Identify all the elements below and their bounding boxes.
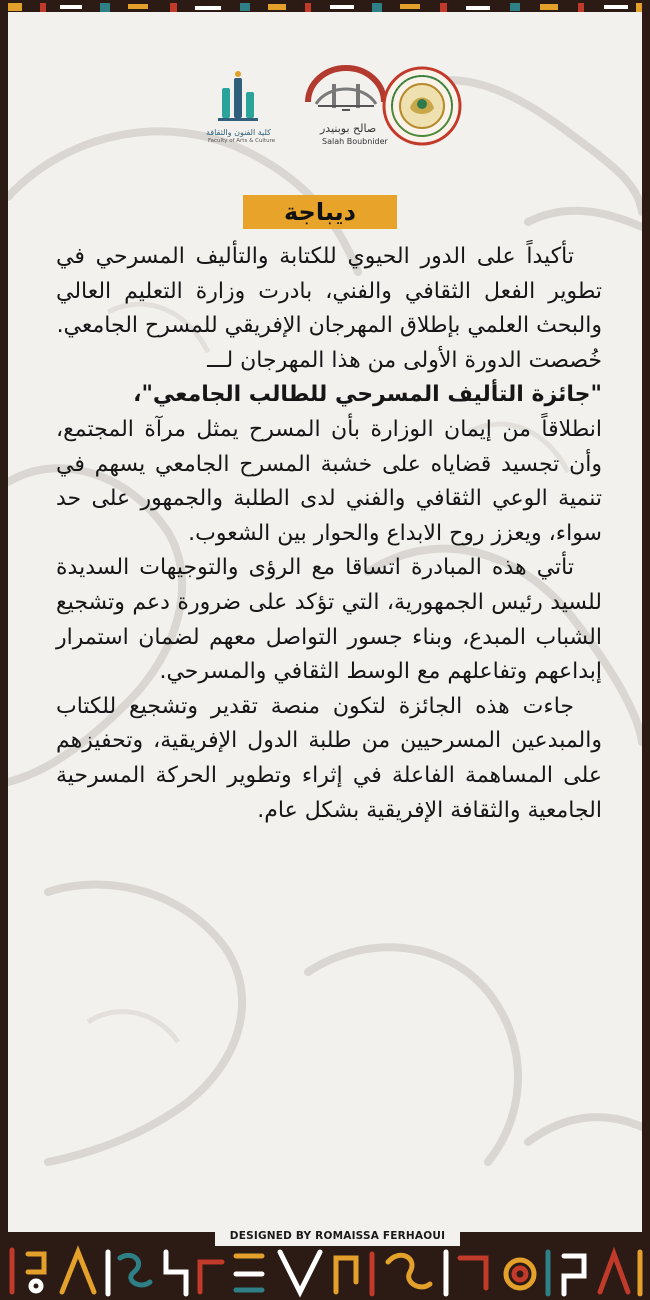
university-caption-en: Salah Boubnider	[322, 137, 388, 146]
designer-credit	[215, 1226, 460, 1246]
university-caption-ar: صالح بوبنيدر	[320, 122, 377, 135]
paragraph-1-line-3: انطلاقاً من إيمان الوزارة بأن المسرح يمثل مرآة المجتمع، وأن تجسيد قضاياه على خشبة المسرح الجامعي يسهم في تنمية الوعي الثقافي والفني لدى الطلبة والجمهور على حد سواء، ويعزز روح الابداع والحوار بين الشعوب.	[56, 416, 602, 546]
left-border	[0, 0, 8, 1300]
paragraph-1-line-2: خُصصت الدورة الأولى من هذا المهرجان لـــ	[207, 347, 602, 373]
faculty-caption-en: Faculty of Arts & Culture	[208, 138, 276, 144]
faculty-caption-ar: كلية الفنون والثقافة	[206, 128, 271, 137]
paragraph-3: جاءت هذه الجائزة لتكون منصة تقدير وتشجيع للكتاب والمبدعين المسرحيين من طلبة الدول الإفريقية، وتحفيزهم على المساهمة الفاعلة في إثراء وتطوير الحركة المسرحية الجامعية والثقافة الإفريقية بشكل عام.	[56, 693, 602, 823]
paragraph-2: تأتي هذه المبادرة اتساقا مع الرؤى والتوجيهات السديدة للسيد رئيس الجمهورية، التي تؤكد على ضرورة دعم وتشجيع الشباب المبدع، وبناء جسور التواصل معهم لضمان استمرار إبداعهم وتفاعلهم مع الوسط الثقافي والمسرحي.	[56, 555, 602, 685]
title-banner	[243, 195, 397, 229]
right-border	[642, 0, 650, 1300]
content-panel	[8, 12, 642, 1232]
preamble-body	[56, 240, 602, 828]
paragraph-1	[56, 240, 602, 551]
faculty-arts-logo	[206, 70, 276, 146]
designer-credit-text: DESIGNED BY ROMAISSA FERHAOUI	[229, 1230, 446, 1242]
logos-row	[8, 62, 642, 152]
paragraph-1-line-1: تأكيداً على الدور الحيوي للكتابة والتأليف المسرحي في تطوير الفعل الثقافي والفني، بادرت وزارة التعليم العالي والبحث العلمي بإطلاق المهرجان الإفريقي للمسرح الجامعي.	[56, 244, 602, 339]
ministry-seal-logo	[380, 64, 464, 148]
page-title: ديباجة	[284, 198, 356, 226]
award-name: "جائزة التأليف المسرحي للطالب الجامعي"،	[133, 382, 602, 408]
top-pattern-border	[0, 0, 650, 12]
